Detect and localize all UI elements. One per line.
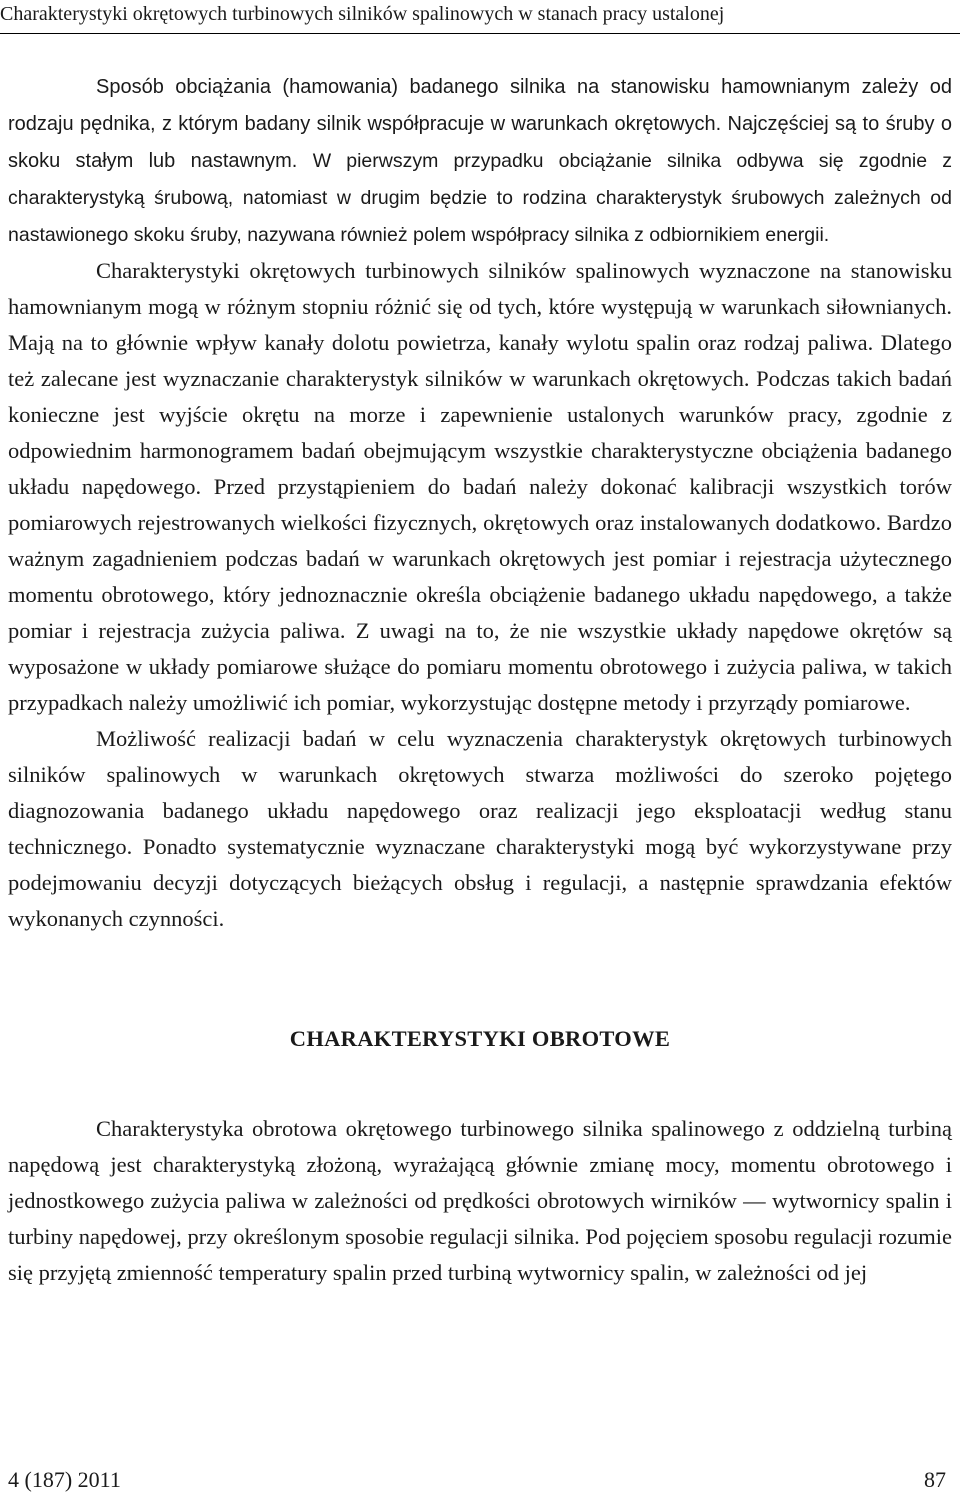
paragraph-loading-method-part2: W pierwszym przypadku obciążanie silnika odbywa się zgodnie z charakterystyką śrubową, natomiast w drugim będzie to rodzina charakterystyk śrubowych zależnych od nastawionego skoku śruby, nazywana również polem współpracy silnika z odbiornikiem energii. — [8, 150, 952, 246]
paragraph-loading-method — [8, 68, 952, 253]
header-divider — [0, 33, 960, 34]
page-content — [8, 68, 952, 1291]
issue-number: 4 (187) 2011 — [8, 1467, 121, 1492]
section-title: CHARAKTERYSTYKI OBROTOWE — [289, 1026, 671, 1051]
paragraph-loading-method-part1: Sposób obciążania (hamowania) badanego silnika na stanowisku hamownianym zależy od rodzaju pędnika, z którym badany silnik współpracuje w warunkach okrętowych. Najczęściej są to śruby o skoku stałym lub nastawnym. — [8, 76, 952, 172]
running-header: Charakterystyki okrętowych turbinowych silników spalinowych w stanach pracy ustalonej — [0, 3, 725, 25]
page-number: 87 — [924, 1467, 946, 1492]
paragraph-diagnostics: Możliwość realizacji badań w celu wyznaczenia charakterystyk okrętowych turbinowych silników spalinowych w warunkach okrętowych stwarza możliwości do szeroko pojętego diagnozowania badanego układu napędowego oraz realizacji jego eksploatacji według stanu technicznego. Ponadto systematycznie wyznaczane charakterystyki mogą być wykorzystywane przy podejmowaniu decyzji dotyczących bieżących obsług i regulacji, a następnie sprawdzania efektów wykonanych czynności. — [8, 726, 952, 931]
paragraph-rotational-characteristic: Charakterystyka obrotowa okrętowego turbinowego silnika spalinowego z oddzielną turbiną napędową jest charakterystyką złożoną, wyrażającą głównie zmianę mocy, momentu obrotowego i jednostkowego zużycia paliwa w zależności od prędkości obrotowych wirników — wytwornicy spalin i turbiny napędowej, przy określonym sposobie regulacji silnika. Pod pojęciem sposobu regulacji rozumie się przyjętą zmienność temperatury spalin przed turbiną wytwornicy spalin, w zależności od jej — [8, 1116, 952, 1285]
paragraph-test-bench: Charakterystyki okrętowych turbinowych silników spalinowych wyznaczone na stanowisku hamownianym mogą w różnym stopniu różnić się od tych, które występują w warunkach siłownianych. Mają na to głównie wpływ kanały dolotu powietrza, kanały wylotu spalin oraz rodzaj paliwa. Dlatego też zalecane jest wyznaczanie charakterystyk silników w warunkach okrętowych. Podczas takich badań konieczne jest wyjście okrętu na morze i zapewnienie ustalonych warunków pracy, zgodnie z odpowiednim harmonogramem badań obejmującym wszystkie charakterystyczne obciążenia badanego układu napędowego. Przed przystąpieniem do badań należy dokonać kalibracji wszystkich torów pomiarowych rejestrowanych wielkości fizycznych, okrętowych oraz instalowanych dodatkowo. Bardzo ważnym zagadnieniem podczas badań w warunkach okrętowych jest pomiar i rejestracja użytecznego momentu obrotowego, który jednoznacznie określa obciążenie badanego układu napędowego, a także pomiar i rejestracja zużycia paliwa. Z uwagi na to, że nie wszystkie układy napędowe okrętów są wyposażone w układy pomiarowe służące do pomiaru momentu obrotowego i zużycia paliwa, w takich przypadkach należy umożliwić ich pomiar, wykorzystując dostępne metody i przyrządy pomiarowe. — [8, 258, 952, 715]
